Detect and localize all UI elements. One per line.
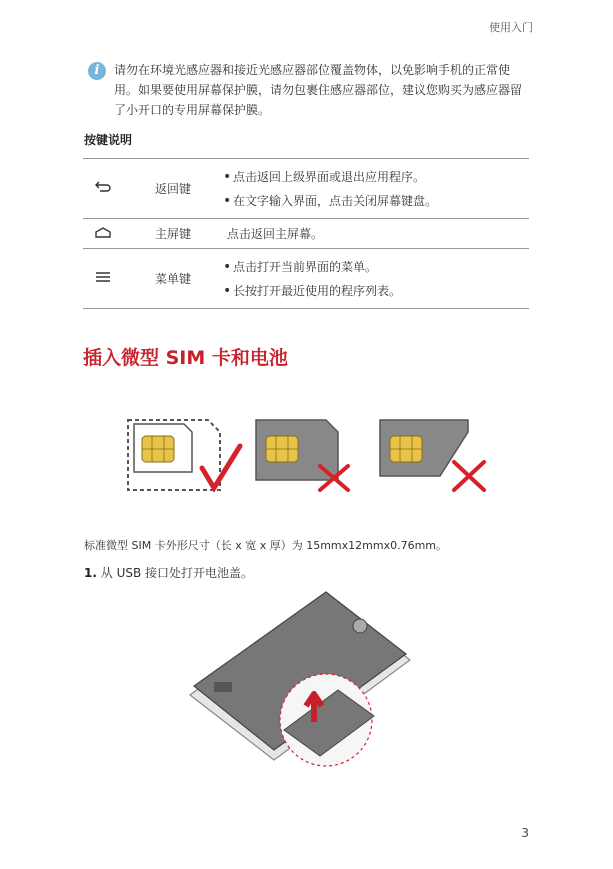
back-icon <box>83 159 123 219</box>
info-icon: i <box>88 62 106 80</box>
menu-icon <box>83 249 123 309</box>
sim-card-wrong-2 <box>380 420 484 490</box>
key-desc: • 长按打开最近使用的程序列表。 <box>223 279 529 303</box>
sim-card-wrong-1 <box>256 420 348 490</box>
key-desc: • 点击打开当前界面的菜单。 <box>223 255 529 279</box>
step-number: 1. <box>84 566 97 580</box>
table-row <box>83 249 529 309</box>
sim-card-correct <box>128 420 240 490</box>
key-desc: 点击返回主屏幕。 <box>227 227 324 241</box>
key-desc: • 在文字输入界面，点击关闭屏幕键盘。 <box>223 189 529 213</box>
keys-table <box>83 158 529 309</box>
table-row <box>83 219 529 249</box>
page-number: 3 <box>521 826 529 840</box>
phone-illustration <box>188 590 418 780</box>
table-row <box>83 159 529 219</box>
key-name: 主屏键 <box>154 227 191 241</box>
home-icon <box>83 219 123 249</box>
keys-section-title: 按键说明 <box>84 133 133 147</box>
sim-spec-text: 标准微型 SIM 卡外形尺寸（长 x 宽 x 厚）为 15mmx12mmx0.76mm。 <box>84 539 448 552</box>
step-text: 从 USB 接口处打开电池盖。 <box>100 566 254 580</box>
step-1 <box>84 564 253 581</box>
sim-section-title: 插入微型 SIM 卡和电池 <box>83 347 288 369</box>
key-name: 菜单键 <box>154 272 191 286</box>
key-desc: • 点击返回上级界面或退出应用程序。 <box>223 165 529 189</box>
note-text: 请勿在环境光感应器和接近光感应器部位覆盖物体，以免影响手机的正常使用。如果要使用屏幕保护膜，请勿包裹住感应器部位，建议您购买为感应器留了小开口的专用屏幕保护膜。 <box>114 63 523 117</box>
key-name: 返回键 <box>154 182 191 196</box>
note-box <box>88 60 528 120</box>
page-header: 使用入门 <box>489 21 533 34</box>
sim-card-illustration <box>124 416 494 496</box>
